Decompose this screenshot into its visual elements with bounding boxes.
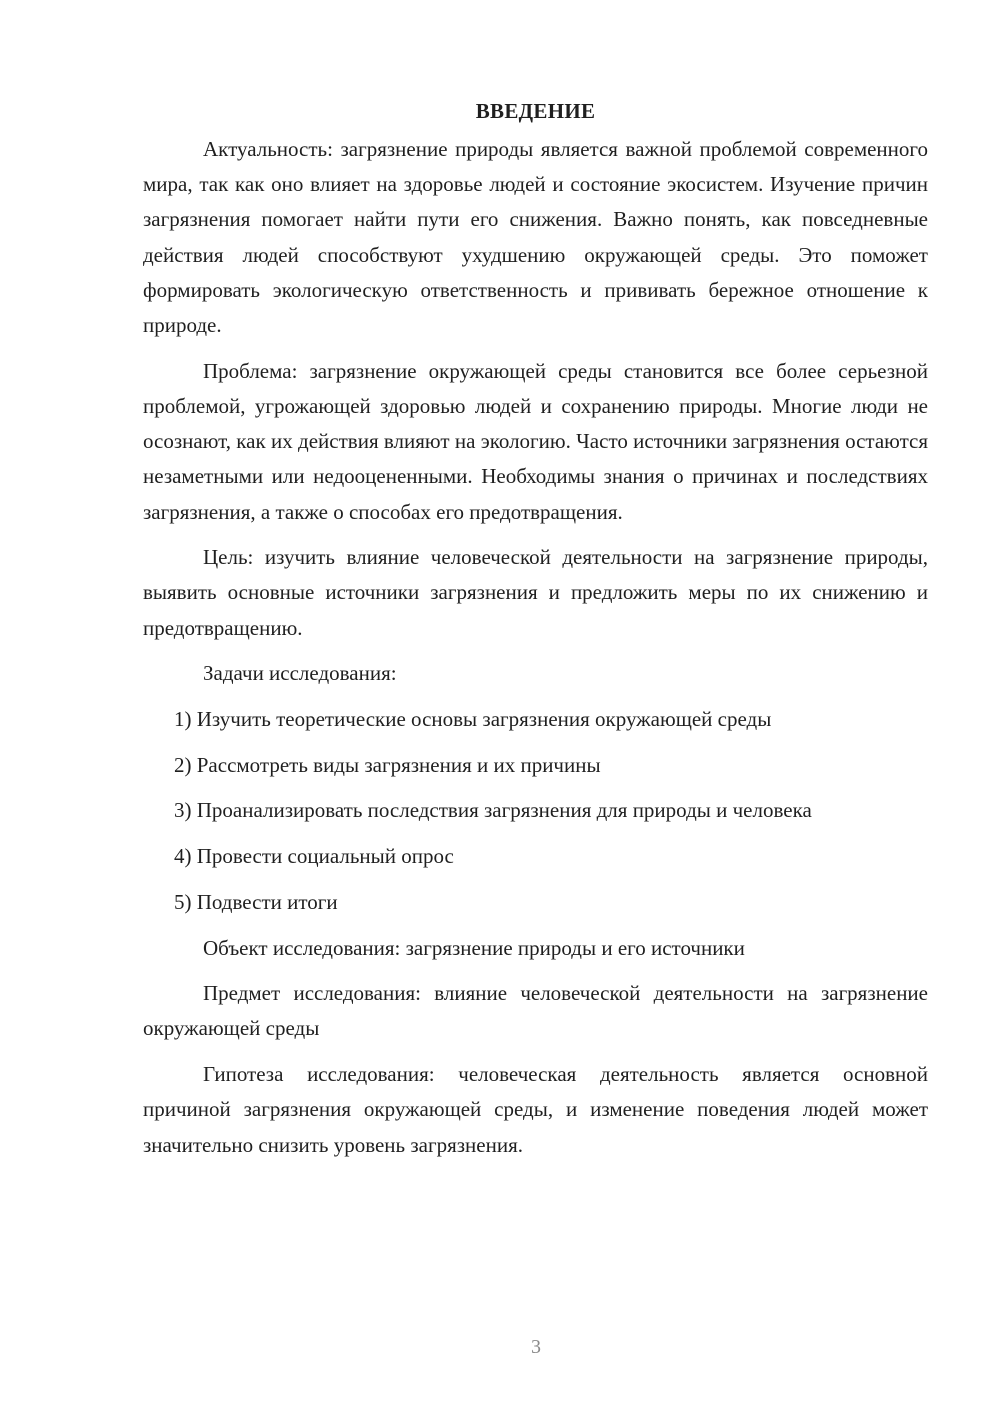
goal-paragraph: Цель: изучить влияние человеческой деятельности на загрязнение природы, выявить основные источники загрязнения и предложить меры по их снижению и предотвращению. bbox=[143, 545, 928, 640]
document-body bbox=[143, 94, 928, 1173]
task-item-5: 5) Подвести итоги bbox=[174, 889, 338, 914]
task-item-4: 4) Провести социальный опрос bbox=[174, 844, 454, 869]
object-paragraph: Объект исследования: загрязнение природы и его источники bbox=[203, 935, 745, 960]
problem-paragraph: Проблема: загрязнение окружающей среды становится все более серьезной проблемой, угрожающей здоровью людей и сохранению природы. Многие люди не осознают, как их действия влияют на экологию. Часто источники загрязнения остаются незаметными или недооцененными. Необходимы знания о причинах и последствиях загрязнения, а также о способах его предотвращения. bbox=[143, 358, 928, 524]
page-number: 3 bbox=[531, 1336, 541, 1358]
task-item-1: 1) Изучить теоретические основы загрязнения окружающей среды bbox=[174, 707, 772, 732]
hypothesis-paragraph: Гипотеза исследования: человеческая деятельность является основной причиной загрязнения окружающей среды, и изменение поведения людей может значительно снизить уровень загрязнения. bbox=[143, 1062, 928, 1157]
relevance-paragraph: Актуальность: загрязнение природы является важной проблемой современного мира, так как оно влияет на здоровье людей и состояние экосистем. Изучение причин загрязнения помогает найти пути его снижения. Важно понять, как повседневные действия людей способствуют ухудшению окружающей среды. Это поможет формировать экологическую ответственность и прививать бережное отношение к природе. bbox=[143, 137, 928, 338]
subject-paragraph: Предмет исследования: влияние человеческой деятельности на загрязнение окружающей среды bbox=[143, 981, 928, 1041]
task-item-2: 2) Рассмотреть виды загрязнения и их причины bbox=[174, 752, 601, 777]
task-item-3: 3) Проанализировать последствия загрязнения для природы и человека bbox=[174, 798, 812, 823]
section-title: ВВЕДЕНИЕ bbox=[475, 99, 596, 123]
tasks-heading: Задачи исследования: bbox=[203, 661, 397, 686]
